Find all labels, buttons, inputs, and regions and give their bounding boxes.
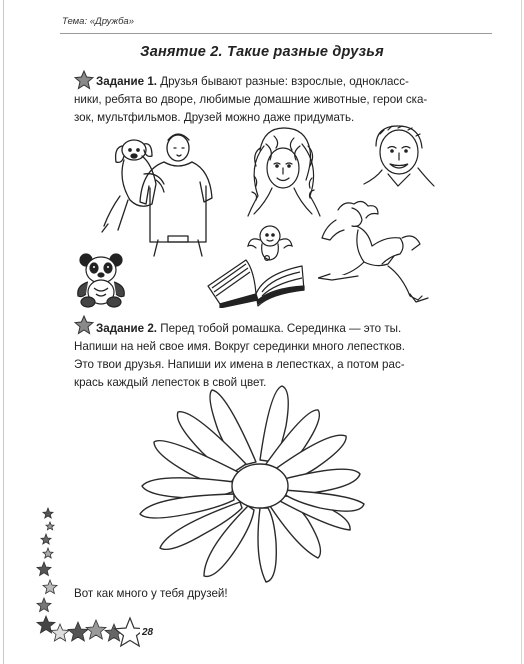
open-book-illustration — [202, 256, 308, 308]
task-1-line3: зок, мультфильмов. Друзей можно даже придумать. — [74, 111, 355, 124]
task-1-text — [74, 73, 454, 127]
girl-portrait-illustration — [244, 126, 322, 218]
task-2-line4: крась каждый лепесток в свой цвет. — [74, 376, 267, 389]
daisy-flower-outline[interactable] — [104, 384, 416, 588]
task-1-line1: Друзья бывают разные: взрослые, однокласс- — [160, 75, 409, 88]
header-rule — [60, 33, 492, 34]
task-2-label: Задание 2. — [96, 322, 157, 335]
closing-text: Вот как много у тебя друзей! — [74, 587, 228, 600]
task-2-line1: Перед тобой ромашка. Серединка — это ты. — [160, 322, 402, 335]
topic-header: Тема: «Дружба» — [62, 16, 134, 27]
task-1-line2: ники, ребята во дворе, любимые домашние животные, герои ска- — [74, 93, 428, 106]
page-border-right — [521, 0, 522, 664]
teddy-bear-illustration — [74, 252, 128, 308]
hero-warrior-illustration — [318, 190, 440, 304]
boy-portrait-illustration — [362, 124, 436, 190]
task-2-text — [74, 320, 454, 392]
lesson-title: Занятие 2. Такие разные друзья — [140, 44, 384, 60]
decorative-stars — [34, 506, 140, 656]
task-1-label: Задание 1. — [96, 75, 157, 88]
man-with-dog-illustration — [98, 128, 218, 258]
task-2-line3: Это твои друзья. Напиши их имена в лепестках, а потом рас- — [74, 358, 405, 371]
page-number: 28 — [142, 627, 154, 638]
task-2-line2: Напиши на ней свое имя. Вокруг серединки много лепестков. — [74, 340, 405, 353]
page-border-left — [3, 0, 4, 664]
